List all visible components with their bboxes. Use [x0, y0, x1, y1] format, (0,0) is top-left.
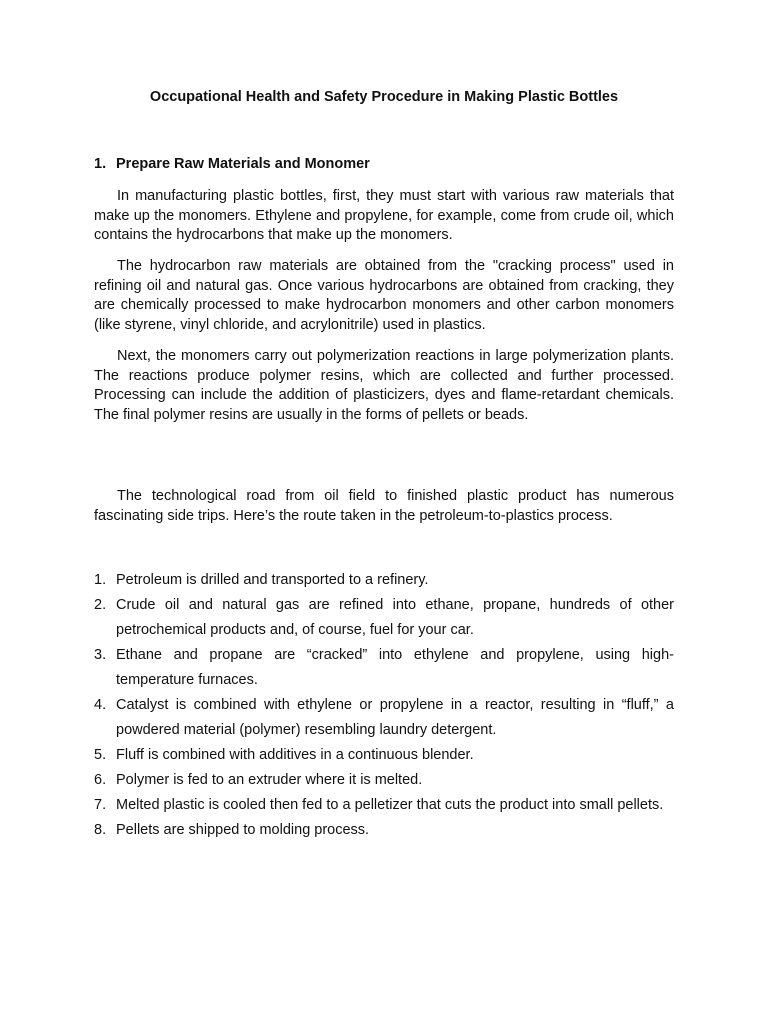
paragraph-polymerization: Next, the monomers carry out polymerization reactions in large polymerization plants. The reactions produce polymer resins, which are collected and further processed. Processing can include the addition of plasticizers, dyes and flame-retardant chemicals. The final polymer resins are usually in the forms of pellets or beads.	[94, 348, 674, 423]
document-title: Occupational Health and Safety Procedure in Making Plastic Bottles	[149, 89, 619, 105]
step-text: Polymer is fed to an extruder where it is melted.	[116, 772, 423, 788]
section-heading-text: Prepare Raw Materials and Monomer	[116, 156, 370, 172]
step-number: 7.	[94, 797, 107, 813]
paragraph-cracking-process: The hydrocarbon raw materials are obtained from the "cracking process" used in refining oil and natural gas. Once various hydrocarbons are obtained from cracking, they are chemically processed to make hydrocarbon monomers and other carbon monomers (like styrene, vinyl chloride, and acrylonitrile) used in plastics.	[94, 258, 674, 333]
step-number: 1.	[94, 572, 107, 588]
list-item	[94, 743, 674, 768]
list-item	[94, 568, 674, 593]
section-heading	[94, 154, 370, 174]
step-number: 6.	[94, 772, 107, 788]
paragraph-route-intro: The technological road from oil field to finished plastic product has numerous fascinating side trips. Here’s the route taken in the petroleum-to-plastics process.	[94, 488, 674, 524]
step-text: Ethane and propane are “cracked” into ethylene and propylene, using high-temperature furnaces.	[116, 647, 674, 688]
step-number: 4.	[94, 697, 107, 713]
paragraph-raw-materials: In manufacturing plastic bottles, first, they must start with various raw materials that make up the monomers. Ethylene and propylene, for example, come from crude oil, which contains the hydrocarbons that make up the monomers.	[94, 188, 674, 243]
list-item	[94, 693, 674, 743]
step-text: Melted plastic is cooled then fed to a pelletizer that cuts the product into small pellets.	[116, 797, 664, 813]
step-number: 2.	[94, 597, 107, 613]
step-number: 5.	[94, 747, 107, 763]
step-number: 8.	[94, 822, 107, 838]
step-number: 3.	[94, 647, 107, 663]
list-item	[94, 793, 674, 818]
list-item	[94, 643, 674, 693]
list-item	[94, 593, 674, 643]
step-text: Pellets are shipped to molding process.	[116, 822, 370, 838]
step-text: Crude oil and natural gas are refined into ethane, propane, hundreds of other petrochemical products and, of course, fuel for your car.	[116, 597, 674, 638]
step-text: Petroleum is drilled and transported to a refinery.	[116, 572, 429, 588]
list-item	[94, 818, 674, 843]
section-number: 1.	[94, 156, 107, 172]
step-text: Fluff is combined with additives in a continuous blender.	[116, 747, 474, 763]
step-text: Catalyst is combined with ethylene or propylene in a reactor, resulting in “fluff,” a powdered material (polymer) resembling laundry detergent.	[116, 697, 674, 738]
process-steps-list	[94, 568, 674, 843]
list-item	[94, 768, 674, 793]
